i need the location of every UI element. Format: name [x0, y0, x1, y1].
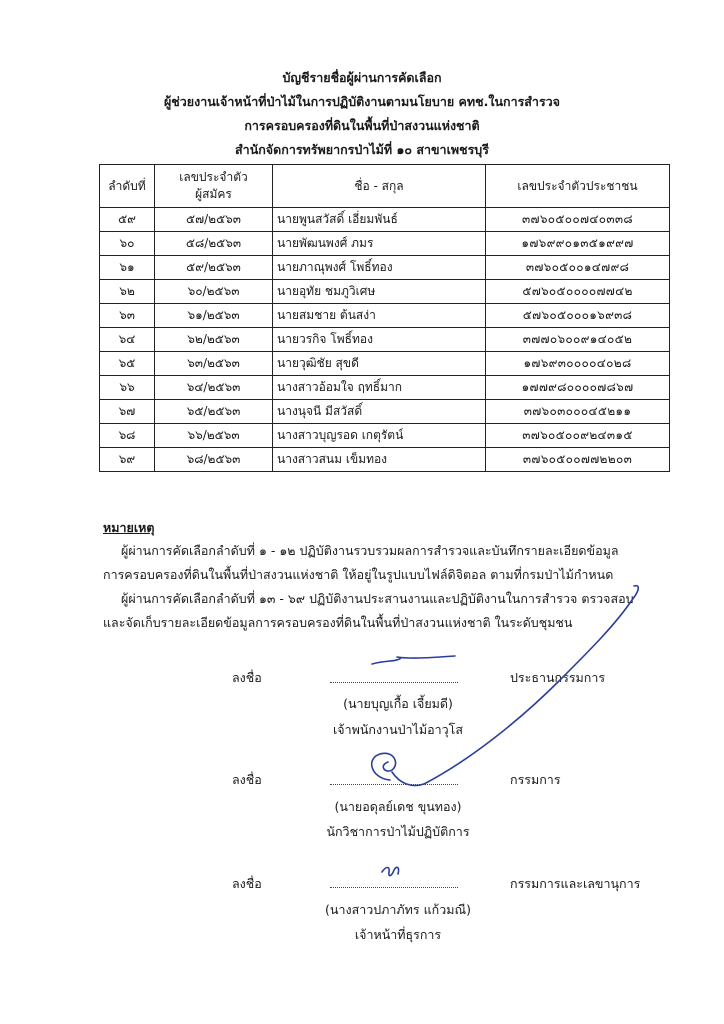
- header-office: สำนักจัดการทรัพยากรป่าไม้ที่ ๑๐ สาขาเพชรบุรี: [235, 142, 489, 157]
- cell-full-name: นายวุฒิชัย สุขดี: [273, 352, 486, 376]
- cell-full-name: นายภาณุพงศ์ โพธิ์ทอง: [273, 256, 486, 280]
- cell-applicant-no: ๖๐/๒๕๖๓: [155, 280, 273, 304]
- signature-line-secretary: [330, 877, 458, 888]
- cell-applicant-no: ๖๓/๒๕๖๓: [155, 352, 273, 376]
- candidate-table: [99, 164, 670, 472]
- remarks-title: หมายเหตุ: [103, 520, 155, 535]
- cell-applicant-no: ๖๑/๒๕๖๓: [155, 304, 273, 328]
- cell-citizen-id: ๕๗๖๐๕๐๐๐๐๗๗๔๒: [486, 280, 670, 304]
- signature-role-committee: กรรมการ: [510, 772, 561, 787]
- cell-applicant-no: ๕๙/๒๕๖๓: [155, 256, 273, 280]
- cell-order-no: ๖๖: [100, 376, 155, 400]
- cell-full-name: นายวรกิจ โพธิ์ทอง: [273, 328, 486, 352]
- col-header-no: ลำดับที่: [100, 165, 155, 208]
- document-header: [60, 66, 664, 162]
- table-row: [100, 304, 670, 328]
- cell-full-name: นางสาวบุญรอด เกตุรัตน์: [273, 424, 486, 448]
- cell-applicant-no: ๖๖/๒๕๖๓: [155, 424, 273, 448]
- cell-applicant-no: ๖๕/๒๕๖๓: [155, 400, 273, 424]
- col-header-citizen-id: เลขประจำตัวประชาชน: [486, 165, 670, 208]
- cell-full-name: นายสมชาย ต้นสง่า: [273, 304, 486, 328]
- cell-citizen-id: ๓๗๖๐๕๐๐๙๒๔๓๑๕: [486, 424, 670, 448]
- signature-label-committee: ลงชื่อ: [232, 772, 262, 787]
- table-row: [100, 376, 670, 400]
- remarks-section: [103, 517, 634, 635]
- cell-applicant-no: ๖๘/๒๕๖๓: [155, 448, 273, 472]
- cell-full-name: นางนุจนี มีสวัสดิ์: [273, 400, 486, 424]
- header-subtitle-2: การครอบครองที่ดินในพื้นที่ป่าสงวนแห่งชาติ: [244, 118, 480, 133]
- col-header-applicant-line2: ผู้สมัคร: [195, 187, 232, 201]
- cell-order-no: ๕๙: [100, 208, 155, 232]
- signature-secretary-stroke: [382, 867, 399, 875]
- signature-position-chairman: เจ้าพนักงานป่าไม้อาวุโส: [332, 722, 463, 737]
- cell-citizen-id: ๓๗๖๐๓๐๐๐๔๕๒๑๑: [486, 400, 670, 424]
- remarks-paragraph-1-line-2: การครอบครองที่ดินในพื้นที่ป่าสงวนแห่งชาติ ให้อยู่ในรูปแบบไฟล์ดิจิตอล ตามที่กรมป่าไม้กำหนด: [103, 567, 614, 582]
- cell-citizen-id: ๕๗๖๐๕๐๐๐๑๖๙๓๘: [486, 304, 670, 328]
- table-row: [100, 208, 670, 232]
- cell-citizen-id: ๓๗๖๐๕๐๐๗๗๒๒๐๓: [486, 448, 670, 472]
- table-row: [100, 256, 670, 280]
- signature-name-chairman: (นายบุญเกื้อ เจี้ยมดี): [343, 696, 453, 711]
- header-subtitle-1: ผู้ช่วยงานเจ้าหน้าที่ป่าไม้ในการปฏิบัติงานตามนโยบาย คทช.ในการสำรวจ: [163, 94, 561, 109]
- cell-order-no: ๖๓: [100, 304, 155, 328]
- col-header-applicant-line1: เลขประจำตัว: [179, 170, 248, 184]
- cell-applicant-no: ๖๔/๒๕๖๓: [155, 376, 273, 400]
- cell-citizen-id: ๑๗๗๙๘๐๐๐๐๗๘๖๗: [486, 376, 670, 400]
- table-row: [100, 400, 670, 424]
- cell-order-no: ๖๑: [100, 256, 155, 280]
- cell-citizen-id: ๓๗๗๐๖๐๐๙๑๔๐๕๒: [486, 328, 670, 352]
- table-header-row: [100, 165, 670, 208]
- cell-full-name: นายพัฒนพงศ์ ภมร: [273, 232, 486, 256]
- cell-order-no: ๖๗: [100, 400, 155, 424]
- cell-full-name: นายอุทัย ชมภูวิเศษ: [273, 280, 486, 304]
- table-row: [100, 448, 670, 472]
- cell-citizen-id: ๑๗๖๙๓๐๐๐๐๔๐๒๘: [486, 352, 670, 376]
- header-title: บัญชีรายชื่อผู้ผ่านการคัดเลือก: [282, 70, 442, 85]
- table-row: [100, 232, 670, 256]
- signature-label-secretary: ลงชื่อ: [232, 876, 262, 891]
- cell-applicant-no: ๕๘/๒๕๖๓: [155, 232, 273, 256]
- col-header-name: ชื่อ - สกุล: [273, 165, 486, 208]
- signature-chairman-stroke: [372, 656, 455, 664]
- table-row: [100, 280, 670, 304]
- signature-role-secretary: กรรมการและเลขานุการ: [510, 876, 641, 891]
- signature-label-chairman: ลงชื่อ: [232, 670, 262, 685]
- cell-order-no: ๖๙: [100, 448, 155, 472]
- remarks-paragraph-2-line-1: ผู้ผ่านการคัดเลือกลำดับที่ ๑๓ - ๖๙ ปฏิบัติงานประสานงานและปฏิบัติงานในการสำรวจ ตรวจสอบ: [121, 591, 634, 606]
- cell-order-no: ๖๒: [100, 280, 155, 304]
- cell-citizen-id: ๑๗๖๙๙๐๑๓๕๑๙๙๗: [486, 232, 670, 256]
- signature-line-chairman: [330, 672, 458, 683]
- cell-applicant-no: ๖๒/๒๕๖๓: [155, 328, 273, 352]
- table-row: [100, 328, 670, 352]
- cell-order-no: ๖๕: [100, 352, 155, 376]
- cell-order-no: ๖๐: [100, 232, 155, 256]
- cell-citizen-id: ๓๗๖๐๕๐๐๑๔๗๙๘: [486, 256, 670, 280]
- remarks-paragraph-2-line-2: และจัดเก็บรายละเอียดข้อมูลการครอบครองที่ดินในพื้นที่ป่าสงวนแห่งชาติ ในระดับชุมชน: [103, 615, 573, 630]
- col-header-applicant-no: [155, 165, 273, 208]
- table-row: [100, 424, 670, 448]
- remarks-paragraph-1-line-1: ผู้ผ่านการคัดเลือกลำดับที่ ๑ - ๑๒ ปฏิบัติงานรวบรวมผลการสำรวจและบันทึกรายละเอียดข้อมูล: [121, 543, 619, 558]
- cell-order-no: ๖๔: [100, 328, 155, 352]
- signature-position-committee: นักวิชาการป่าไม้ปฏิบัติการ: [326, 824, 470, 839]
- signature-name-committee: (นายอดุลย์เดช ขุนทอง): [334, 799, 462, 814]
- signature-role-chairman: ประธานกรรมการ: [510, 670, 606, 685]
- cell-full-name: นางสาวอ้อมใจ ฤทธิ์มาก: [273, 376, 486, 400]
- cell-full-name: นายพูนสวัสดิ์ เอี่ยมพันธ์: [273, 208, 486, 232]
- cell-full-name: นางสาวสนม เข็มทอง: [273, 448, 486, 472]
- cell-applicant-no: ๕๗/๒๕๖๓: [155, 208, 273, 232]
- cell-order-no: ๖๘: [100, 424, 155, 448]
- cell-citizen-id: ๓๗๖๐๕๐๐๗๔๐๓๓๘: [486, 208, 670, 232]
- table-row: [100, 352, 670, 376]
- signature-name-secretary: (นางสาวปภาภัทร แก้วมณี): [325, 902, 471, 917]
- signature-line-committee: [330, 774, 458, 785]
- signature-position-secretary: เจ้าหน้าที่ธุรการ: [354, 927, 442, 942]
